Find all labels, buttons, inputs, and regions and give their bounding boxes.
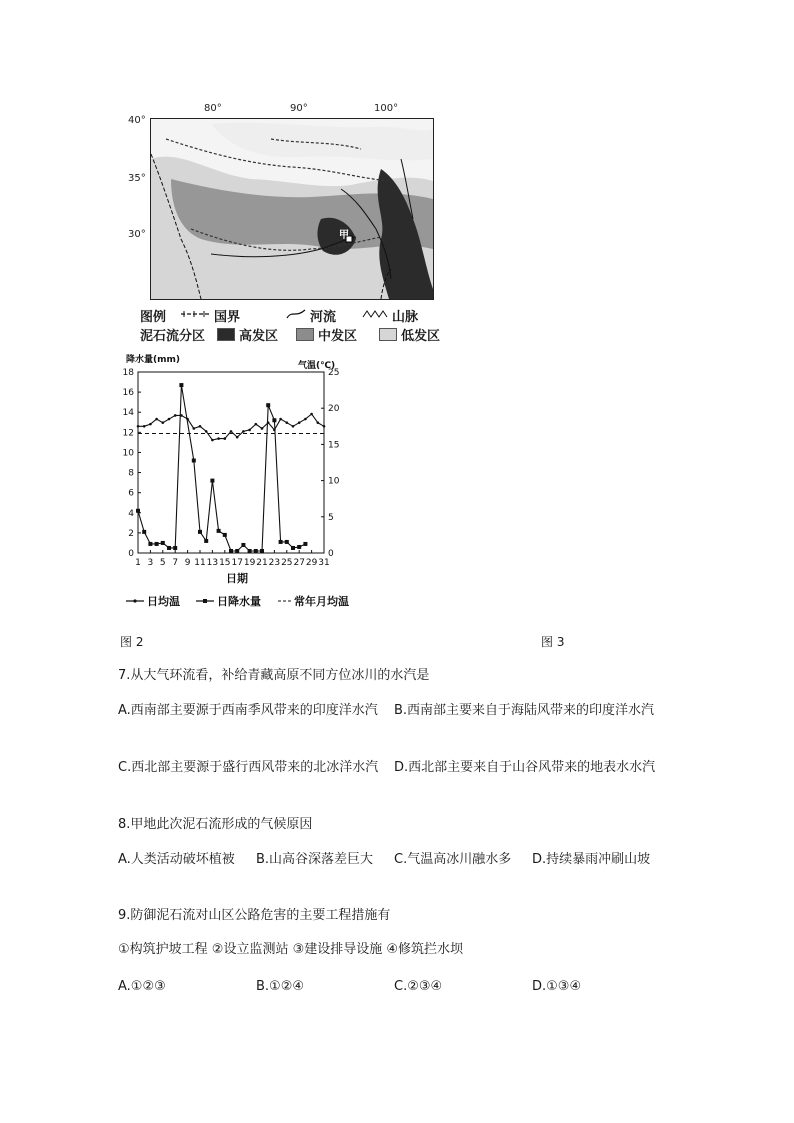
x-tick-label: 11	[194, 558, 206, 568]
q7-option-b: B.西南部主要来自于海陆风带来的印度洋水汽	[394, 703, 655, 718]
daily-precip-point	[285, 540, 289, 544]
daily-temp-point	[317, 421, 320, 424]
daily-precip-point	[204, 539, 208, 543]
map-legend-row-2	[140, 325, 440, 344]
daily-temp-point	[174, 414, 177, 417]
left-tick-label: 8	[128, 468, 134, 479]
x-tick-label: 7	[172, 558, 179, 568]
daily-temp-point	[193, 427, 196, 430]
legend-border-label: 国界	[214, 310, 241, 325]
chart-svg	[116, 350, 356, 615]
daily-temp-point	[242, 430, 245, 433]
daily-precip-point	[192, 458, 196, 462]
q7-option-a: A.西南部主要源于西南季风带来的印度洋水汽	[118, 703, 378, 718]
river-icon	[286, 308, 306, 324]
legend-mountain-label: 山脉	[392, 310, 419, 325]
lat-label-30: 30°	[128, 229, 146, 240]
legend-zone-title: 泥石流分区	[140, 329, 206, 344]
legend-title: 图例	[140, 310, 167, 325]
daily-temp-point	[224, 437, 227, 440]
left-axis-label: 降水量(mm)	[126, 355, 180, 365]
daily-precip-point	[291, 546, 295, 550]
left-tick-label: 14	[122, 408, 134, 419]
daily-temp-point	[248, 429, 251, 432]
daily-temp-point	[279, 418, 282, 421]
right-tick-label: 25	[328, 368, 340, 378]
q9-option-b: B.①②④	[256, 979, 305, 994]
left-tick-label: 12	[122, 428, 134, 439]
daily-precip-point	[142, 530, 146, 534]
daily-temp-point	[323, 425, 326, 428]
lon-label-80: 80°	[204, 103, 222, 114]
x-axis-label: 日期	[226, 572, 248, 585]
legend-daily-temp: 日均温	[147, 595, 180, 608]
x-tick-label: 3	[147, 558, 154, 568]
x-tick-label: 27	[293, 558, 305, 568]
x-tick-label: 13	[206, 558, 219, 568]
q8-option-a: A.人类活动破坏植被	[118, 852, 235, 867]
daily-precip-point	[136, 509, 140, 513]
question-8-stem: 8.甲地此次泥石流形成的气候原因	[118, 817, 313, 832]
daily-temp-point	[205, 430, 208, 433]
x-tick-label: 9	[184, 558, 191, 568]
left-tick-label: 10	[122, 448, 134, 459]
daily-temp-point	[143, 425, 146, 428]
daily-temp-point	[137, 425, 140, 428]
q7-option-d: D.西北部主要来自于山谷风带来的地表水水汽	[394, 760, 656, 775]
left-tick-label: 0	[128, 549, 134, 559]
chart-legend	[126, 594, 349, 608]
daily-precip-point	[179, 383, 183, 387]
legend-high-label: 高发区	[239, 329, 279, 344]
right-tick-label: 20	[328, 404, 340, 415]
daily-temp-point	[298, 421, 301, 424]
left-tick-label: 18	[122, 368, 134, 378]
legend-river-label: 河流	[310, 310, 337, 325]
daily-precip-line	[138, 385, 305, 551]
plot-frame	[138, 372, 324, 553]
x-tick-label: 21	[256, 558, 268, 568]
daily-temp-point	[292, 425, 295, 428]
question-9-options	[118, 976, 670, 998]
daily-temp-point	[155, 418, 158, 421]
daily-precip-point	[210, 479, 214, 483]
legend-low-label: 低发区	[401, 329, 441, 344]
lon-label-100: 100°	[374, 103, 399, 114]
daily-temp-point	[211, 439, 214, 442]
x-tick-label: 1	[135, 558, 141, 568]
q9-option-c: C.②③④	[394, 979, 443, 994]
daily-precip-point	[173, 546, 177, 550]
x-tick-label: 23	[268, 558, 281, 568]
daily-temp-point	[304, 418, 307, 421]
daily-temp-point	[261, 427, 264, 430]
daily-precip-point	[254, 549, 258, 553]
q9-option-d: D.①③④	[532, 979, 582, 994]
lat-label-40: 40°	[128, 115, 146, 126]
daily-precip-point	[297, 545, 301, 549]
daily-precip-point	[198, 530, 202, 534]
x-tick-label: 5	[159, 558, 166, 568]
daily-precip-point	[303, 542, 307, 546]
right-tick-label: 5	[328, 512, 334, 523]
daily-precip-point	[161, 541, 165, 545]
left-tick-label: 2	[128, 528, 134, 539]
question-9-statements: ①构筑护坡工程 ②设立监测站 ③建设排导设施 ④修筑拦水坝	[118, 942, 464, 957]
daily-precip-point	[279, 540, 283, 544]
right-tick-label: 15	[328, 440, 340, 451]
q7-option-c: C.西北部主要源于盛行西风带来的北冰洋水汽	[118, 760, 379, 775]
q8-option-b: B.山高谷深落差巨大	[256, 852, 374, 867]
right-tick-label: 10	[328, 476, 340, 487]
place-label-jia: 甲	[339, 230, 349, 241]
q8-option-c: C.气温高冰川融水多	[394, 852, 512, 867]
map-legend-row-1	[140, 306, 418, 325]
question-7-options	[118, 700, 670, 722]
daily-temp-point	[162, 421, 165, 424]
daily-temp-point	[310, 413, 313, 416]
daily-temp-point	[199, 425, 202, 428]
legend-mid-label: 中发区	[318, 329, 358, 344]
border-icon	[180, 308, 210, 323]
daily-temp-point	[286, 421, 289, 424]
daily-precip-point	[272, 418, 276, 422]
low-zone-swatch	[379, 328, 397, 341]
left-tick-label: 6	[128, 488, 134, 499]
daily-temp-point	[230, 430, 233, 433]
daily-precip-point	[223, 533, 227, 537]
daily-precip-point	[229, 549, 233, 553]
x-tick-label: 25	[281, 558, 293, 568]
legend-daily-precip: 日降水量	[217, 595, 261, 608]
x-tick-label: 19	[243, 558, 256, 568]
q8-option-d: D.持续暴雨冲刷山坡	[532, 852, 651, 867]
precipitation-temperature-chart	[116, 350, 356, 615]
daily-temp-point	[236, 436, 239, 439]
daily-precip-point	[266, 403, 270, 407]
mid-zone-swatch	[296, 328, 314, 341]
question-9-stem: 9.防御泥石流对山区公路危害的主要工程措施有	[118, 908, 391, 923]
daily-precip-point	[148, 542, 152, 546]
x-tick-label: 29	[305, 558, 318, 568]
high-zone-swatch	[217, 328, 235, 341]
question-7-options-cd	[118, 757, 670, 779]
daily-precip-point	[155, 542, 159, 546]
right-tick-label: 0	[328, 549, 334, 559]
daily-temp-point	[217, 437, 220, 440]
x-tick-label: 31	[318, 558, 330, 568]
daily-precip-point	[167, 546, 171, 550]
daily-precip-point	[248, 549, 252, 553]
right-axis-label: 气温(℃)	[298, 361, 336, 371]
legend-normal-temp: 常年月均温	[294, 595, 349, 608]
q9-option-a: A.①②③	[118, 979, 166, 994]
mountain-icon	[362, 308, 388, 323]
daily-temp-point	[255, 423, 258, 426]
tibet-debris-flow-map	[150, 118, 434, 300]
left-tick-label: 16	[122, 388, 134, 399]
lat-label-35: 35°	[128, 173, 146, 184]
daily-precip-point	[241, 543, 245, 547]
lon-label-90: 90°	[290, 103, 308, 114]
daily-precip-point	[260, 549, 264, 553]
figure-2-caption: 图 2	[120, 635, 144, 649]
figure-3-caption: 图 3	[541, 635, 565, 649]
x-tick-label: 17	[231, 558, 243, 568]
left-tick-label: 4	[128, 508, 134, 519]
question-7-stem: 7.从大气环流看，补给青藏高原不同方位冰川的水汽是	[118, 668, 430, 683]
daily-precip-point	[235, 549, 239, 553]
x-tick-label: 15	[219, 558, 231, 568]
daily-temp-point	[149, 423, 152, 426]
daily-temp-point	[168, 418, 171, 421]
daily-temp-line	[138, 414, 324, 440]
question-8-options	[118, 849, 670, 871]
daily-precip-point	[217, 529, 221, 533]
